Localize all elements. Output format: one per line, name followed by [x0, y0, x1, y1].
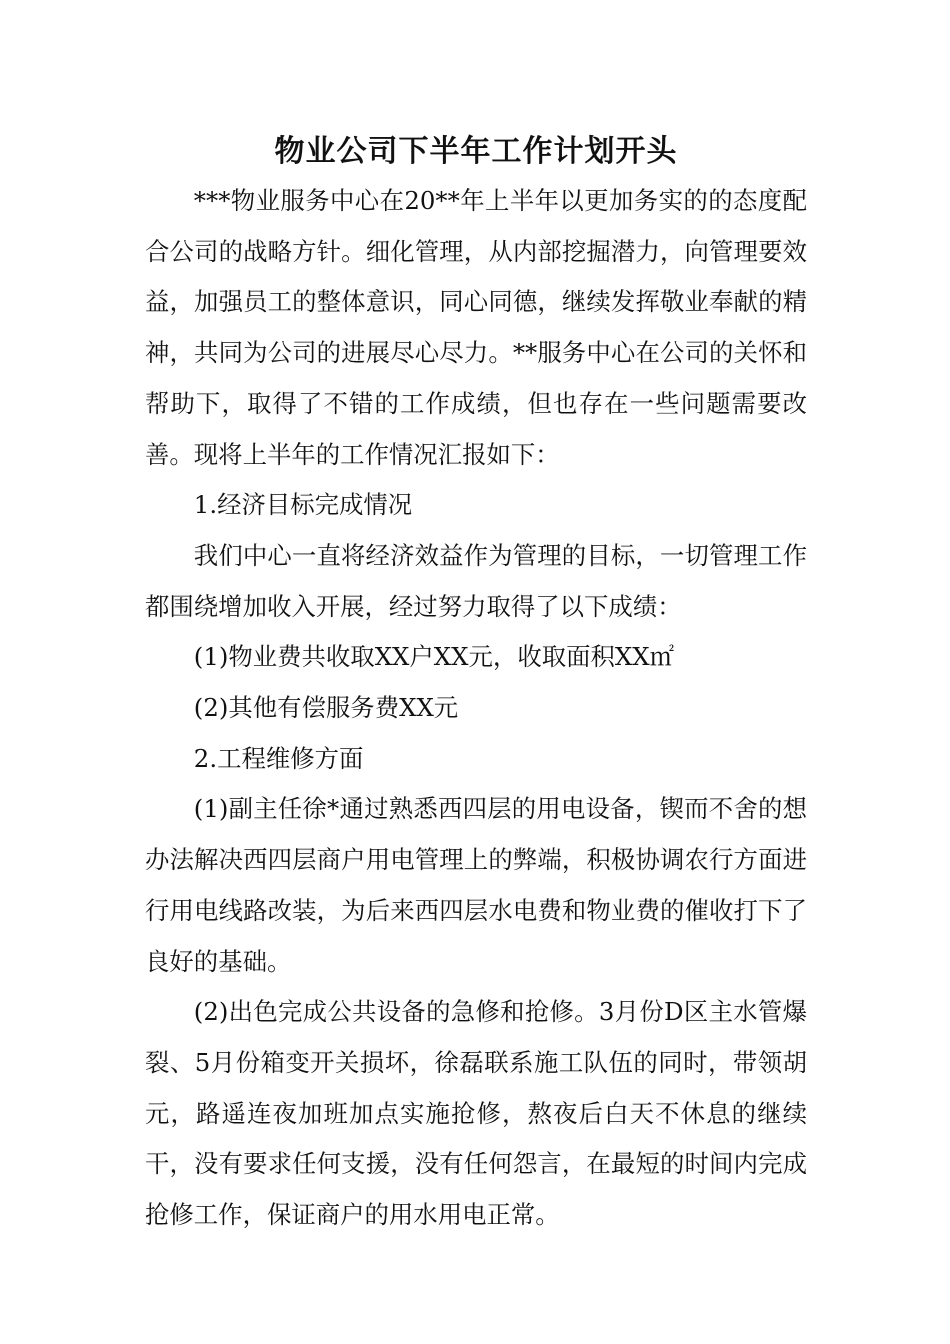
document-page [145, 128, 807, 1241]
list-item-electric: (1)副主任徐*通过熟悉西四层的用电设备，锲而不舍的想办法解决西四层商户用电管理上的弊端，积极协调农行方面进行用电线路改装，为后来西四层水电费和物业费的催收打下了良好的基础。 [145, 794, 807, 976]
intro-paragraph: ***物业服务中心在20**年上半年以更加务实的的态度配合公司的战略方针。细化管理，从内部挖掘潜力，向管理要效益，加强员工的整体意识，同心同德，继续发挥敬业奉献的精神，共同为公司的进展尽心尽力。**服务中心在公司的关怀和帮助下，取得了不错的工作成绩，但也存在一些问题需要改善。现将上半年的工作情况汇报如下： [145, 186, 807, 469]
list-item-property-fee: (1)物业费共收取XX户XX元，收取面积XX㎡ [193, 642, 675, 672]
list-item-repair: (2)出色完成公共设备的急修和抢修。3月份D区主水管爆裂、5月份箱变开关损坏，徐磊联系施工队伍的同时，带领胡元，路遥连夜加班加点实施抢修，熬夜后白天不休息的继续干，没有要求任何支援，没有任何怨言，在最短的时间内完成抢修工作，保证商户的用水用电正常。 [145, 997, 807, 1230]
list-item-other-fee: (2)其他有偿服务费XX元 [193, 693, 459, 723]
section-heading-maintenance: 2.工程维修方面 [193, 743, 364, 773]
document-title: 物业公司下半年工作计划开头 [274, 134, 678, 169]
economic-paragraph: 我们中心一直将经济效益作为管理的目标，一切管理工作都围绕增加收入开展，经过努力取得了以下成绩： [145, 540, 807, 621]
section-heading-economic: 1.经济目标完成情况 [193, 490, 413, 520]
